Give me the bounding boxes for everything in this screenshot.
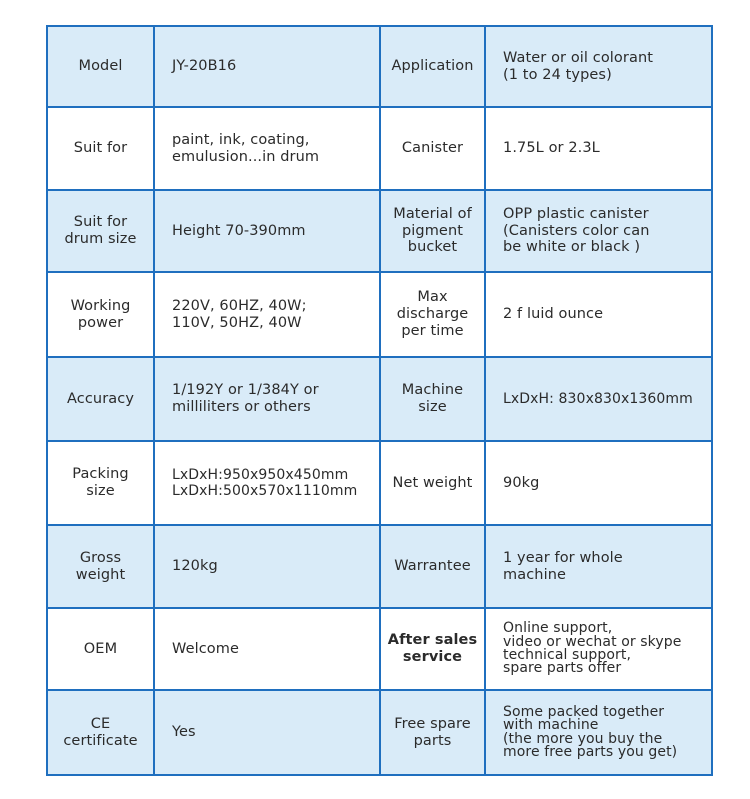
table-row: [47, 690, 712, 775]
label-after-sales: After sales service: [380, 608, 485, 690]
label-pigment-bucket: Material of pigment bucket: [380, 190, 485, 272]
label-working-power: Working power: [47, 272, 154, 357]
table-row: [47, 441, 712, 525]
value-pigment-bucket: OPP plastic canister (Canisters color can be white or black ): [485, 190, 712, 272]
value-drum-size: Height 70-390mm: [154, 190, 380, 272]
label-packing-size: Packing size: [47, 441, 154, 525]
label-oem: OEM: [47, 608, 154, 690]
label-canister: Canister: [380, 107, 485, 190]
label-application: Application: [380, 26, 485, 107]
value-warrantee: 1 year for whole machine: [485, 525, 712, 608]
label-net-weight: Net weight: [380, 441, 485, 525]
table-row: [47, 26, 712, 107]
value-application: Water or oil colorant (1 to 24 types): [485, 26, 712, 107]
value-packing-size: LxDxH:950x950x450mm LxDxH:500x570x1110mm: [154, 441, 380, 525]
value-suit-for: paint, ink, coating, emulusion...in drum: [154, 107, 380, 190]
value-after-sales: Online support, video or wechat or skype technical support, spare parts offer: [485, 608, 712, 690]
table-row: [47, 608, 712, 690]
table-row: [47, 107, 712, 190]
label-max-discharge: Max discharge per time: [380, 272, 485, 357]
value-net-weight: 90kg: [485, 441, 712, 525]
table-row: [47, 190, 712, 272]
label-model: Model: [47, 26, 154, 107]
label-drum-size: Suit for drum size: [47, 190, 154, 272]
label-free-spare-parts: Free spare parts: [380, 690, 485, 775]
value-max-discharge: 2 f luid ounce: [485, 272, 712, 357]
value-working-power: 220V, 60HZ, 40W; 110V, 50HZ, 40W: [154, 272, 380, 357]
label-gross-weight: Gross weight: [47, 525, 154, 608]
table-row: [47, 525, 712, 608]
value-free-spare-parts: Some packed together with machine (the more you buy the more free parts you get): [485, 690, 712, 775]
value-gross-weight: 120kg: [154, 525, 380, 608]
table-row: [47, 272, 712, 357]
label-warrantee: Warrantee: [380, 525, 485, 608]
value-oem: Welcome: [154, 608, 380, 690]
spec-table: [46, 25, 713, 776]
label-machine-size: Machine size: [380, 357, 485, 441]
label-ce-certificate: CE certificate: [47, 690, 154, 775]
value-accuracy: 1/192Y or 1/384Y or milliliters or others: [154, 357, 380, 441]
value-model: JY-20B16: [154, 26, 380, 107]
value-canister: 1.75L or 2.3L: [485, 107, 712, 190]
label-accuracy: Accuracy: [47, 357, 154, 441]
value-machine-size: LxDxH: 830x830x1360mm: [485, 357, 712, 441]
value-ce-certificate: Yes: [154, 690, 380, 775]
table-row: [47, 357, 712, 441]
label-suit-for: Suit for: [47, 107, 154, 190]
